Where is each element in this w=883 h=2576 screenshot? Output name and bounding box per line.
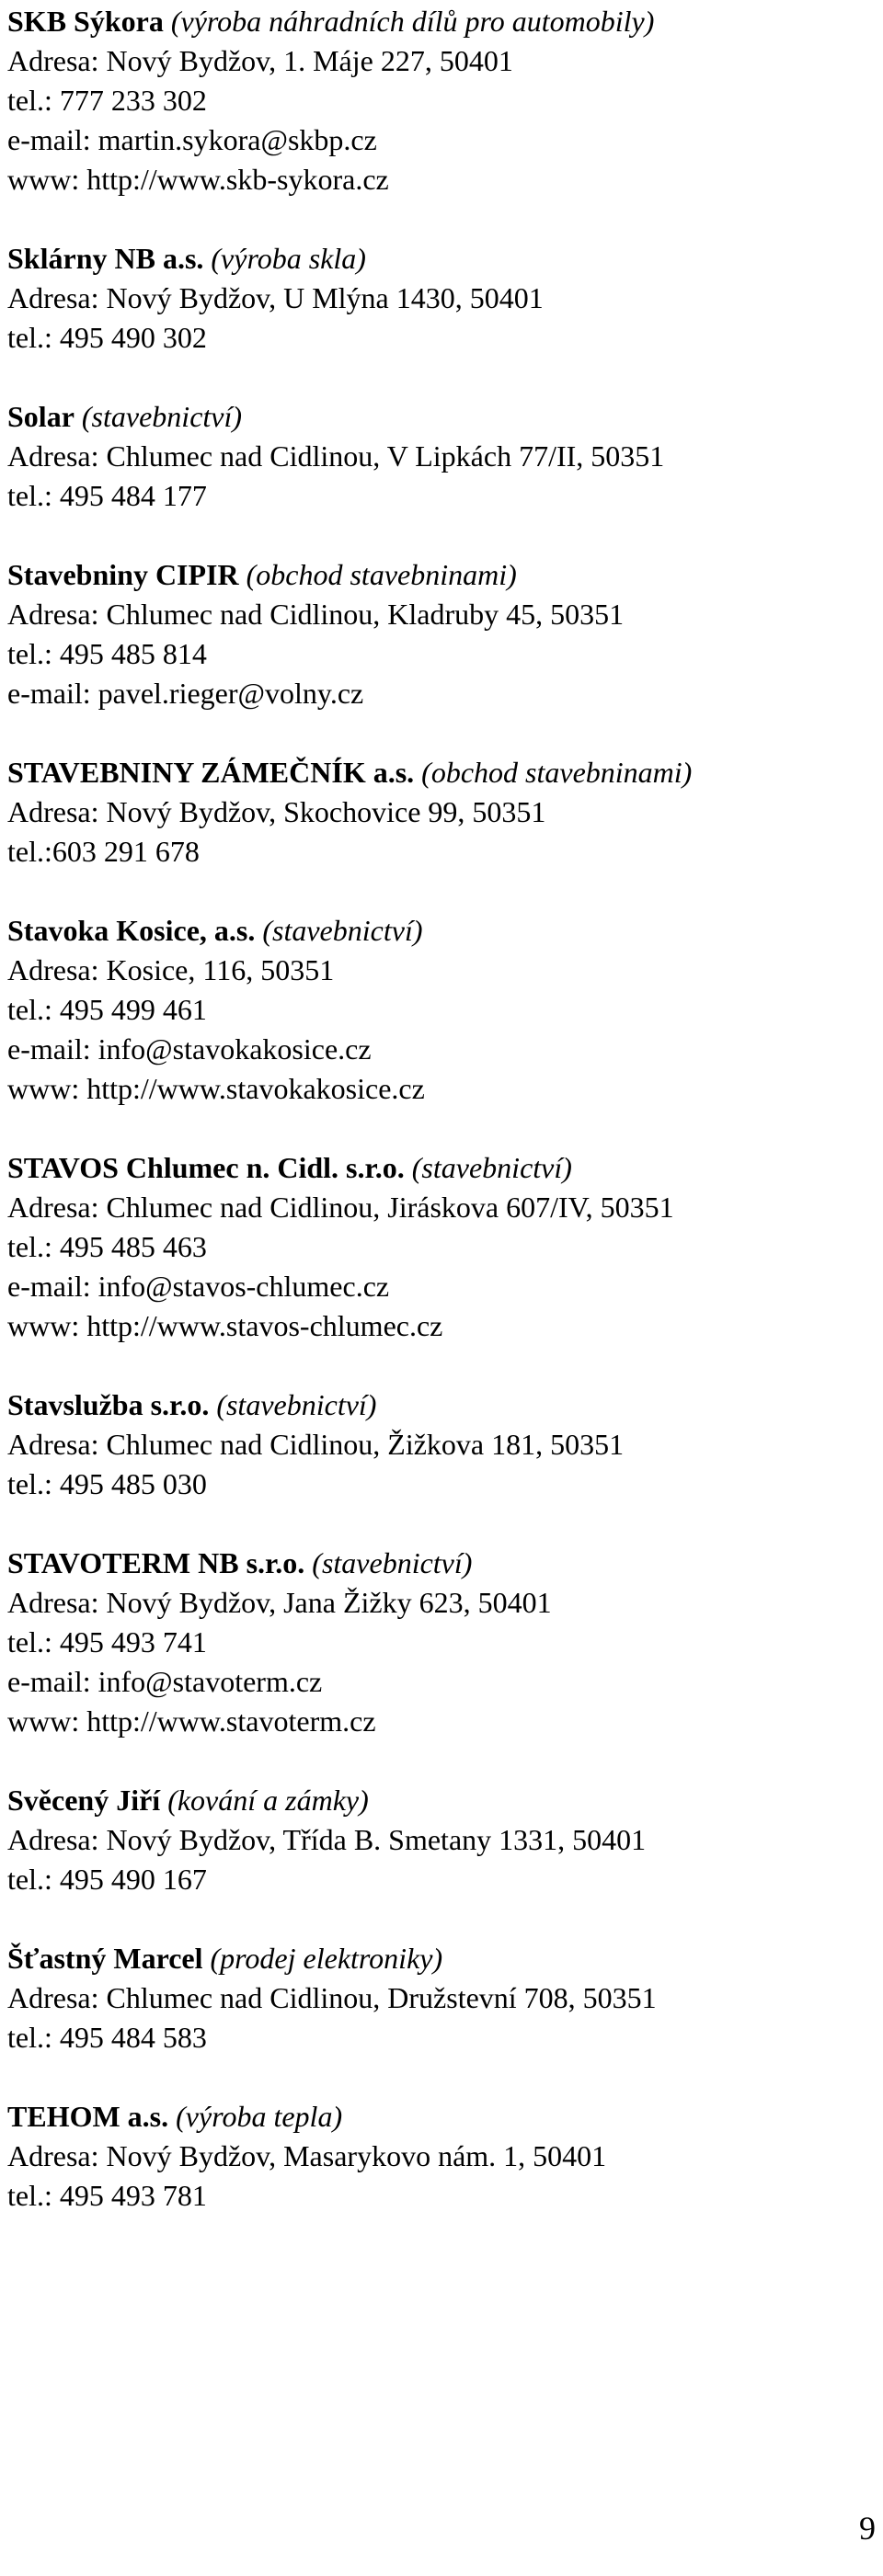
- website-line: www: http://www.stavokakosice.cz: [7, 1072, 425, 1105]
- address-line: Adresa: Chlumec nad Cidlinou, Jiráskova 607/IV, 50351: [7, 1191, 674, 1224]
- directory-entry: [7, 555, 872, 713]
- website-line: www: http://www.skb-sykora.cz: [7, 163, 389, 196]
- company-category: (prodej elektroniky): [210, 1942, 443, 1975]
- company-category: (stavebnictví): [216, 1388, 377, 1421]
- company-name: STAVOTERM NB s.r.o.: [7, 1546, 305, 1579]
- address-line: Adresa: Chlumec nad Cidlinou, Žižkova 181, 50351: [7, 1428, 625, 1461]
- company-category: (stavebnictví): [262, 914, 423, 947]
- email-line: e-mail: pavel.rieger@volny.cz: [7, 677, 364, 710]
- company-category: (výroba tepla): [176, 2100, 343, 2133]
- entry-heading: [7, 1148, 872, 1188]
- company-name: TEHOM a.s.: [7, 2100, 169, 2133]
- email-line: e-mail: info@stavos-chlumec.cz: [7, 1270, 390, 1303]
- company-name: Šťastný Marcel: [7, 1942, 203, 1975]
- address-line: Adresa: Chlumec nad Cidlinou, V Lipkách 77/II, 50351: [7, 439, 665, 473]
- entry-heading: [7, 2097, 872, 2137]
- company-name: STAVOS Chlumec n. Cidl. s.r.o.: [7, 1151, 405, 1184]
- entry-heading: [7, 555, 872, 595]
- company-name: Sklárny NB a.s.: [7, 242, 204, 275]
- company-name: STAVEBNINY ZÁMEČNÍK a.s.: [7, 756, 415, 789]
- company-category: (stavebnictví): [81, 400, 243, 433]
- address-line: Adresa: Nový Bydžov, Masarykovo nám. 1, 50401: [7, 2139, 607, 2172]
- directory-entry: [7, 753, 872, 872]
- directory-entry: [7, 1939, 872, 2057]
- address-line: Adresa: Chlumec nad Cidlinou, Družstevní 708, 50351: [7, 1981, 657, 2014]
- company-name: Stavebniny CIPIR: [7, 558, 239, 591]
- address-line: Adresa: Kosice, 116, 50351: [7, 953, 335, 986]
- directory-entry: [7, 239, 872, 358]
- company-category: (stavebnictví): [312, 1546, 473, 1579]
- company-name: Stavoka Kosice, a.s.: [7, 914, 256, 947]
- entry-heading: [7, 911, 872, 951]
- address-line: Adresa: Nový Bydžov, Třída B. Smetany 1331, 50401: [7, 1823, 647, 1856]
- directory-list: [7, 2, 872, 2255]
- directory-entry: [7, 911, 872, 1109]
- phone-line: tel.:603 291 678: [7, 835, 200, 868]
- company-category: (obchod stavebninami): [421, 756, 693, 789]
- phone-line: tel.: 495 485 030: [7, 1467, 207, 1500]
- phone-line: tel.: 495 493 781: [7, 2179, 207, 2212]
- company-name: Stavslužba s.r.o.: [7, 1388, 210, 1421]
- phone-line: tel.: 495 485 814: [7, 637, 207, 670]
- address-line: Adresa: Nový Bydžov, U Mlýna 1430, 50401: [7, 281, 544, 314]
- address-line: Adresa: Nový Bydžov, 1. Máje 227, 50401: [7, 44, 513, 77]
- phone-line: tel.: 495 484 177: [7, 479, 207, 512]
- email-line: e-mail: info@stavokakosice.cz: [7, 1032, 372, 1066]
- phone-line: tel.: 495 484 583: [7, 2021, 207, 2054]
- directory-entry: [7, 2097, 872, 2216]
- company-category: (kování a zámky): [167, 1784, 369, 1817]
- entry-heading: [7, 1385, 872, 1425]
- company-category: (obchod stavebninami): [246, 558, 517, 591]
- phone-line: tel.: 495 490 302: [7, 321, 207, 354]
- phone-line: tel.: 495 490 167: [7, 1863, 207, 1896]
- company-category: (výroba skla): [211, 242, 366, 275]
- directory-entry: [7, 397, 872, 516]
- website-line: www: http://www.stavos-chlumec.cz: [7, 1309, 443, 1342]
- entry-heading: [7, 2, 872, 41]
- directory-entry: [7, 1544, 872, 1741]
- entry-heading: [7, 239, 872, 279]
- address-line: Adresa: Chlumec nad Cidlinou, Kladruby 45, 50351: [7, 598, 625, 631]
- company-name: SKB Sýkora: [7, 5, 164, 38]
- company-category: (stavebnictví): [411, 1151, 572, 1184]
- entry-heading: [7, 1939, 872, 1978]
- company-category: (výroba náhradních dílů pro automobily): [170, 5, 655, 38]
- email-line: e-mail: info@stavoterm.cz: [7, 1665, 323, 1698]
- address-line: Adresa: Nový Bydžov, Jana Žižky 623, 50401: [7, 1586, 552, 1619]
- directory-entry: [7, 1148, 872, 1346]
- page-number: 9: [859, 2510, 876, 2547]
- directory-entry: [7, 1781, 872, 1899]
- entry-heading: [7, 1781, 872, 1820]
- email-line: e-mail: martin.sykora@skbp.cz: [7, 123, 377, 156]
- phone-line: tel.: 777 233 302: [7, 84, 207, 117]
- phone-line: tel.: 495 493 741: [7, 1625, 207, 1658]
- phone-line: tel.: 495 499 461: [7, 993, 207, 1026]
- company-name: Svěcený Jiří: [7, 1784, 161, 1817]
- entry-heading: [7, 1544, 872, 1583]
- address-line: Adresa: Nový Bydžov, Skochovice 99, 50351: [7, 795, 546, 828]
- company-name: Solar: [7, 400, 75, 433]
- entry-heading: [7, 397, 872, 437]
- phone-line: tel.: 495 485 463: [7, 1230, 207, 1263]
- website-line: www: http://www.stavoterm.cz: [7, 1704, 376, 1738]
- entry-heading: [7, 753, 872, 792]
- directory-entry: [7, 1385, 872, 1504]
- directory-entry: [7, 2, 872, 199]
